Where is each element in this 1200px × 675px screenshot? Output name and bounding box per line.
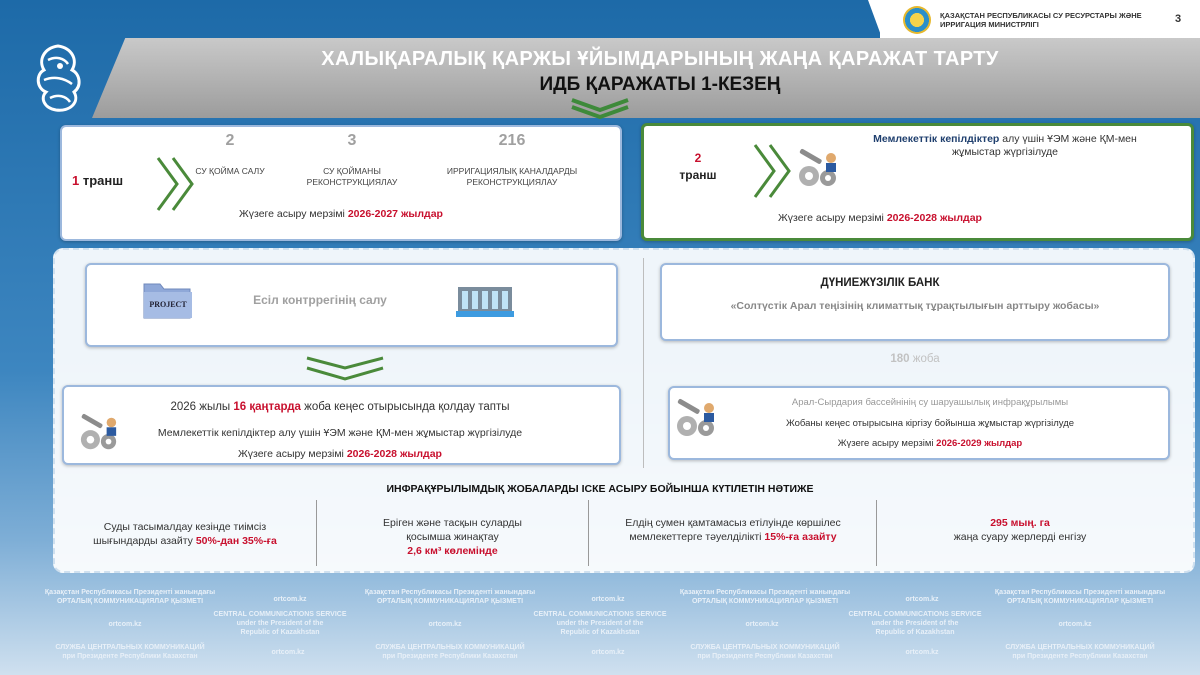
footer-line: при Президенте Республики Казахстан [382,653,518,660]
tranche-2-number: 2 [694,151,702,165]
footer-line: СЛУЖБА ЦЕНТРАЛЬНЫХ КОММУНИКАЦИЙ [375,644,525,651]
footer-site: ortcom.kz [273,596,307,603]
esil-period [150,448,530,460]
period-label: Жүзеге асыру мерзімі [778,212,884,224]
result-highlight: 2,6 км³ көлемінде [407,545,498,557]
footer-ru-credit [335,643,565,661]
tranche-2-period [740,212,1020,224]
footer-ru-credit [650,643,880,661]
folder-label: PROJECT [149,300,187,309]
footer-kz-credit [965,588,1195,606]
ministry-name: ҚАЗАҚСТАН РЕСПУБЛИКАСЫ СУ РЕСУРСТАРЫ ЖӘНЕ ИРРИГАЦИЯ МИНИСТРЛІГІ [940,11,1142,29]
page-number: 3 [1175,13,1182,25]
approval-date: 16 қаңтарда [233,401,301,413]
reservoir-build-count: 2 [225,132,235,149]
footer-line: under the President of the [871,620,959,627]
footer-line: при Президенте Республики Казахстан [697,653,833,660]
footer-site: ortcom.kz [905,649,939,656]
project-folder-icon [140,280,196,322]
results-heading: ИНФРАҚҰРЫЛЫМДЫҚ ЖОБАЛАРДЫ ІСКЕ АСЫРУ БОЙЫНША КҮТІЛЕТІН НӘТИЖЕ [386,483,814,495]
reservoir-reconstruct-count: 3 [347,132,357,149]
approval-post: жоба кеңес отырысында қолдау тапты [300,401,510,413]
footer-line: ОРТАЛЫҚ КОММУНИКАЦИЯЛАР ҚЫЗМЕТІ [691,598,839,605]
footer-line: ОРТАЛЫҚ КОММУНИКАЦИЯЛАР ҚЫЗМЕТІ [1006,598,1154,605]
footer-kz-credit [15,588,245,606]
footer-line: Қазақстан Республикасы Президенті жанындағы [44,589,216,596]
footer-site: ortcom.kz [108,621,142,628]
approval-pre: 2026 жылы [170,401,234,413]
result-text: Елдің сумен қамтамасыз етілуінде көршілес [625,517,841,529]
guarantee-bold: Мемлекеттік кепілдіктер [873,133,1000,145]
footer-line: Republic of Kazakhstan [560,629,640,636]
world-bank-title: ДҮНИЕЖҮЗІЛІК БАНК [820,277,940,289]
result-highlight: 15%-ға азайту [764,531,837,543]
footer-site: ortcom.kz [271,649,305,656]
footer-site: ortcom.kz [1058,621,1092,628]
footer-line: CENTRAL COMMUNICATIONS SERVICE [848,611,982,618]
canal-reconstruct-count: 216 [498,132,526,149]
tranche-1-word: транш [82,173,124,188]
tranche-1-number: 1 [72,173,80,188]
down-chevron-green-icon [303,355,387,383]
esil-project-title: Есіл контррегінің салу [253,293,387,307]
footer-line: Қазақстан Республикасы Президенті жанындағы [994,589,1166,596]
footer-line: при Президенте Республики Казахстан [62,653,198,660]
tranche-1-arrow-icon [155,155,197,213]
canal-reconstruct-label: ИРРИГАЦИЯЛЫҚ КАНАЛДАРДЫ РЕКОНСТРУКЦИЯЛАУ [446,166,578,187]
gears-tools-icon [672,398,720,440]
period-value: 2026-2027 жылдар [347,208,443,220]
footer-line: Republic of Kazakhstan [875,629,955,636]
footer-en-credit [825,610,1005,637]
result-divider [316,500,317,566]
column-divider [643,258,644,468]
tranche-2-arrow-icon [752,142,794,200]
footer-line: ОРТАЛЫҚ КОММУНИКАЦИЯЛАР ҚЫЗМЕТІ [56,598,204,605]
footer-site: ortcom.kz [591,596,625,603]
page-title: ХАЛЫҚАРАЛЫҚ ҚАРЖЫ ҰЙЫМДАРЫНЫҢ ЖАҢА ҚАРАЖАТ ТАРТУ [321,48,999,70]
footer-site: ortcom.kz [591,649,625,656]
result-highlight: 50%-дан 35%-ға [195,535,277,547]
period-value: 2026-2029 жылдар [936,438,1023,449]
footer-en-credit [190,610,370,637]
footer-line: СЛУЖБА ЦЕНТРАЛЬНЫХ КОММУНИКАЦИЙ [1005,644,1155,651]
footer-line: ОРТАЛЫҚ КОММУНИКАЦИЯЛАР ҚЫЗМЕТІ [376,598,524,605]
tranche-2-description [850,133,1160,159]
result-divider [588,500,589,566]
footer-line: при Президенте Республики Казахстан [1012,653,1148,660]
tranche-1-period [60,208,622,220]
tranche-1-label [72,173,123,188]
result-text: мемлекеттерге тәуелділікті [629,531,765,543]
footer-line: under the President of the [556,620,644,627]
gears-tools-icon [77,413,121,453]
aral-status-text: Жобаны кеңес отырысына кіргізу бойынша жұмыстар жүргізілуде [785,418,1075,429]
result-item-water-accumulation [325,516,580,558]
footer-line: CENTRAL COMMUNICATIONS SERVICE [213,611,347,618]
period-label: Жүзеге асыру мерзімі [837,438,934,449]
footer-line: CENTRAL COMMUNICATIONS SERVICE [533,611,667,618]
period-value: 2026-2028 жылдар [346,448,442,460]
footer-en-credit [510,610,690,637]
footer-site: ortcom.kz [905,596,939,603]
dam-icon [456,283,514,317]
aral-period [765,438,1095,449]
footer-kz-credit [335,588,565,606]
amount-number: 180 [890,353,910,365]
result-item-dependency-reduction [597,516,869,544]
page-subtitle: ИДБ ҚАРАЖАТЫ 1-КЕЗЕҢ [539,74,781,95]
aral-infrastructure-title: Арал-Сырдария бассейнінің су шаруашылық инфрақұрылымы [791,397,1069,408]
period-label: Жүзеге асыру мерзімі [238,448,344,460]
footer-line: СЛУЖБА ЦЕНТРАЛЬНЫХ КОММУНИКАЦИЙ [55,644,205,651]
tranche-2-label [673,150,723,184]
footer-ru-credit [965,643,1195,661]
footer-line: Қазақстан Республикасы Президенті жанындағы [679,589,851,596]
footer-line: Қазақстан Республикасы Президенті жанындағы [364,589,536,596]
result-text: қосымша жинақтау [406,531,499,543]
gears-tools-icon [795,148,841,190]
world-bank-project: «Солтүстік Арал теңізінің климаттық тұрақтылығын арттыру жобасы» [730,300,1100,312]
reservoir-reconstruct-label: СУ ҚОЙМАНЫ РЕКОНСТРУКЦИЯЛАУ [306,166,398,187]
result-text: жаңа суару жерлерді енгізу [953,531,1087,543]
amount-unit: жоба [912,353,940,365]
result-text: Суды тасымалдау кезінде тиімсіз [103,521,267,533]
result-text: шығындарды азайту [93,535,196,547]
footer-ru-credit [15,643,245,661]
period-value: 2026-2028 жылдар [886,212,982,224]
esil-guarantee-text: Мемлекеттік кепілдіктер алу үшін ҰЭМ және ҚМ-мен жұмыстар жүргізілуде [157,427,523,439]
tranche-2-word: транш [679,168,717,182]
footer-line: under the President of the [236,620,324,627]
esil-approval-text [75,401,605,413]
result-item-loss-reduction [60,520,310,548]
period-label: Жүзеге асыру мерзімі [239,208,345,220]
result-divider [876,500,877,566]
world-bank-amount [840,353,990,365]
reservoir-build-label: СУ ҚОЙМА САЛУ [195,166,265,176]
down-chevron-icon [568,97,632,119]
snow-leopard-logo-icon [30,42,86,114]
footer-site: ortcom.kz [745,621,779,628]
guarantee-rest: алу үшін ҰЭМ және ҚМ-мен жұмыстар жүргізілуде [952,133,1137,158]
result-item-new-irrigated-land [890,516,1150,544]
state-emblem-icon [903,6,931,34]
result-highlight: 295 мың. га [990,517,1050,529]
result-text: Еріген және тасқын суларды [383,517,522,529]
footer-site: ortcom.kz [428,621,462,628]
footer-line: СЛУЖБА ЦЕНТРАЛЬНЫХ КОММУНИКАЦИЙ [690,644,840,651]
footer-line: Republic of Kazakhstan [240,629,320,636]
footer-kz-credit [650,588,880,606]
